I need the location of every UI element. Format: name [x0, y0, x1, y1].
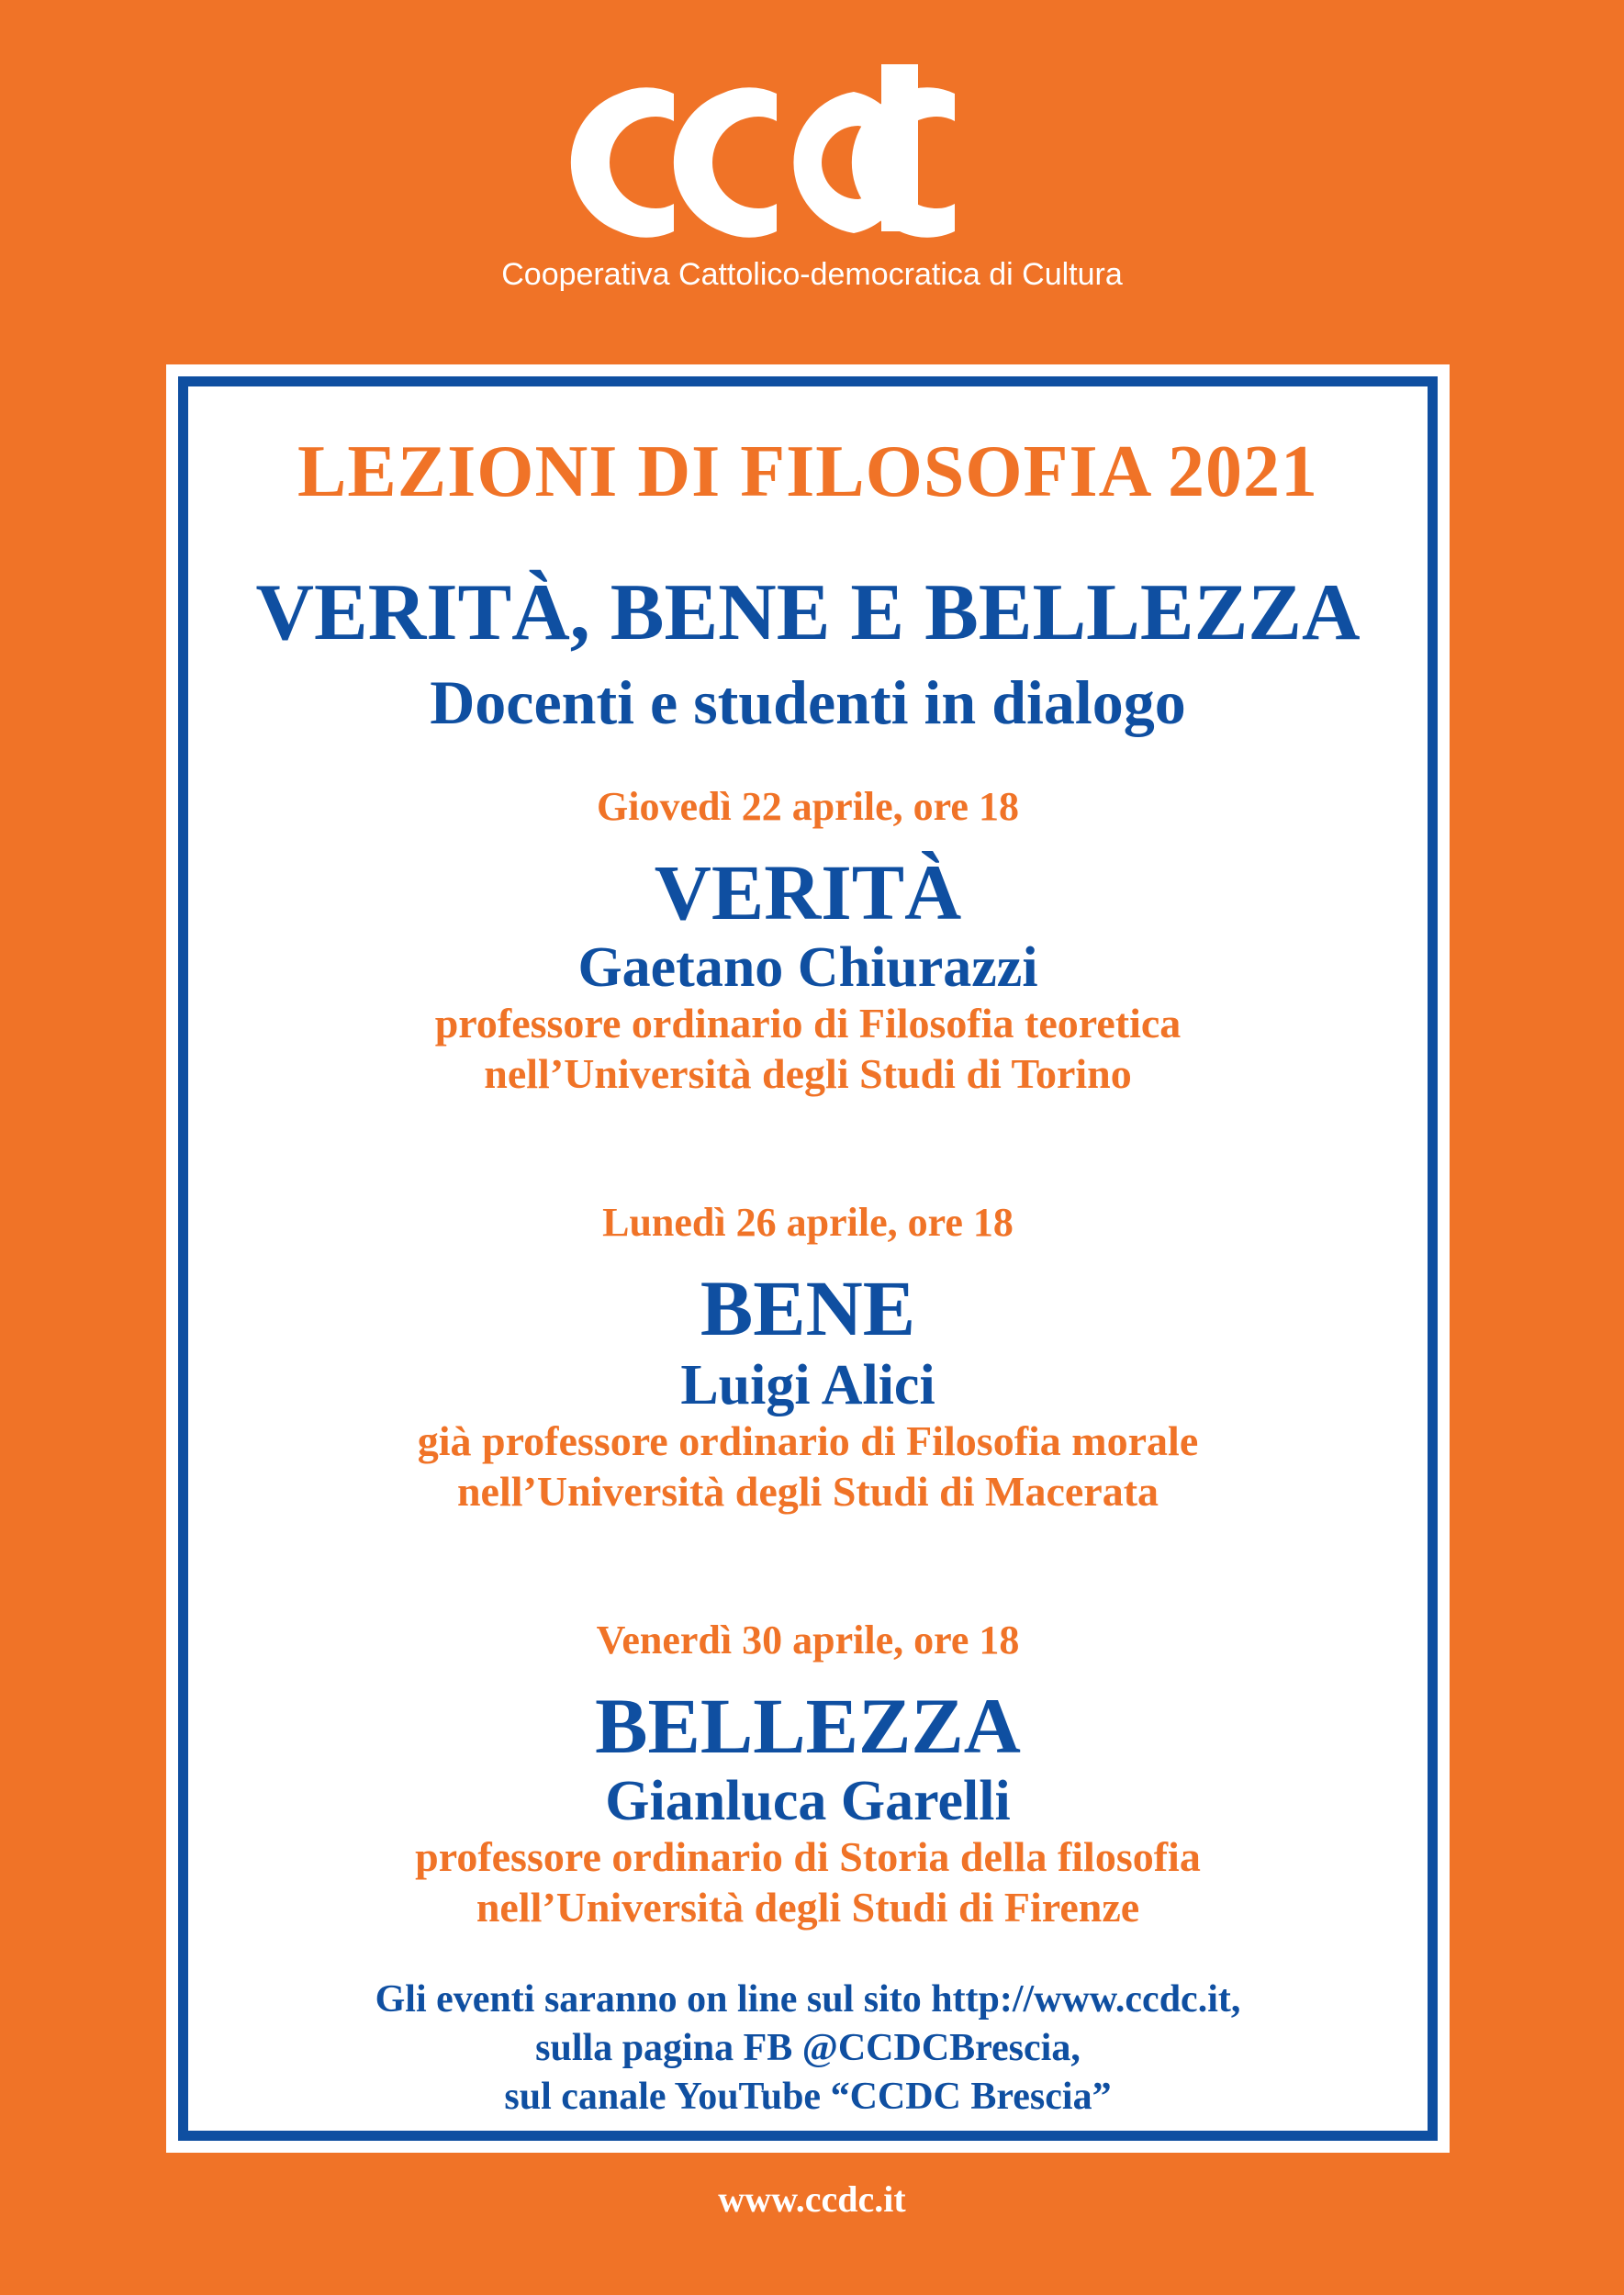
lecture-1-role-line1: professore ordinario di Filosofia teoretica — [434, 1000, 1182, 1047]
lecture-3-date: Venerdì 30 aprile, ore 18 — [596, 1618, 1020, 1662]
lecture-1-topic: VERITÀ — [654, 848, 962, 936]
lecture-2-topic: BENE — [700, 1264, 916, 1352]
lecture-3-role-line2: nell’Università degli Studi di Firenze — [476, 1884, 1140, 1931]
tagline: Cooperativa Cattolico-democratica di Cultura — [501, 257, 1123, 292]
lecture-1-speaker: Gaetano Chiurazzi — [577, 936, 1038, 999]
footer-website-link[interactable]: www.ccdc.it — [718, 2178, 906, 2220]
lecture-3-topic: BELLEZZA — [595, 1682, 1021, 1770]
main-title: VERITÀ, BENE E BELLEZZA — [255, 568, 1361, 657]
lecture-3-speaker: Gianluca Garelli — [605, 1770, 1011, 1832]
lecture-1-role-line2: nell’Università degli Studi di Torino — [484, 1050, 1132, 1097]
lecture-2-role-line2: nell’Università degli Studi di Macerata — [456, 1468, 1159, 1515]
ccdc-logo — [0, 57, 1624, 250]
online-info-line2: sulla pagina FB @CCDCBrescia, — [535, 2027, 1081, 2069]
online-info-line1: Gli eventi saranno on line sul sito http://www.ccdc.it, — [375, 1978, 1241, 2021]
online-info-line3: sul canale YouTube “CCDC Brescia” — [504, 2076, 1112, 2118]
subtitle: Docenti e studenti in dialogo — [430, 667, 1186, 737]
lecture-2-role-line1: già professore ordinario di Filosofia morale — [417, 1417, 1199, 1464]
lecture-3-role-line1: professore ordinario di Storia della filosofia — [415, 1833, 1201, 1880]
lecture-2-speaker: Luigi Alici — [680, 1354, 935, 1416]
lecture-2-date: Lunedì 26 aprile, ore 18 — [602, 1200, 1014, 1245]
series-title: LEZIONI DI FILOSOFIA 2021 — [297, 431, 1318, 512]
lecture-1-date: Giovedì 22 aprile, ore 18 — [597, 784, 1019, 829]
